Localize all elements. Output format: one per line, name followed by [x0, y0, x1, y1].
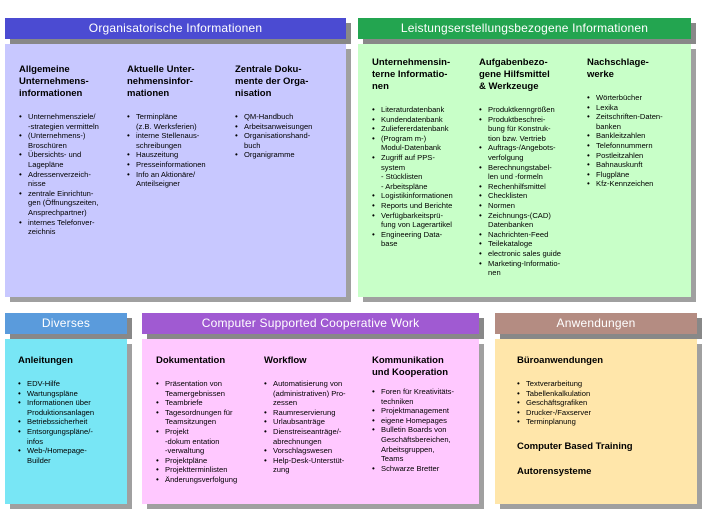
list-item: • Raumreservierung — [264, 408, 368, 418]
cbt-label: Computer Based Training — [517, 440, 633, 452]
column-heading: Anleitungen — [18, 355, 73, 366]
list-item: • Betriebssicherheit — [18, 417, 124, 427]
list-item: • Bahnauskunft — [587, 160, 689, 170]
panel-cscw — [142, 313, 484, 509]
list-item: • Lexika — [587, 103, 689, 113]
list-item: • Präsentation von Teamergebnissen — [156, 379, 260, 398]
list-item: • Zuliefererdatenbank — [372, 124, 472, 134]
list-item: • Presseinformationen — [127, 160, 227, 170]
list-item: • Tagesordnungen für Teamsitzungen — [156, 408, 260, 427]
list-item: • Berechnungstabel- len und -formeln — [479, 163, 583, 182]
list-item: • Organisationshand- buch — [235, 131, 339, 150]
list-item: • Foren für Kreativitäts- techniken — [372, 387, 476, 406]
list-item: • Terminpläne (z.B. Werksferien) — [127, 112, 227, 131]
list-item: • Produktbeschrei- bung für Konstruk- tion bzw. Vertrieb — [479, 115, 583, 144]
item-list — [587, 93, 689, 189]
item-list — [127, 112, 227, 189]
list-item: • Textverarbeitung — [517, 379, 693, 389]
list-item: • Unternehmensziele/ -strategien vermitteln — [19, 112, 119, 131]
item-list — [264, 379, 368, 475]
list-item: • Help-Desk-Unterstüt- zung — [264, 456, 368, 475]
list-item: • Zugriff auf PPS- system - Stücklisten - Arbeitspläne — [372, 153, 472, 191]
panel-organisational — [5, 18, 346, 302]
list-item: • Zeitschriften-Daten- banken — [587, 112, 689, 131]
column-heading: Nachschlage- werke — [587, 57, 649, 80]
item-list — [19, 112, 119, 237]
list-item: • Drucker-/Faxserver — [517, 408, 693, 418]
column-communication — [372, 355, 476, 473]
list-item: • Arbeitsanweisungen — [235, 122, 339, 132]
list-item: • internes Telefonver- zeichnis — [19, 218, 119, 237]
list-item: • Auftrags-/Angebots- verfolgung — [479, 143, 583, 162]
panel-header: Diverses — [5, 313, 127, 334]
list-item: • electronic sales guide — [479, 249, 583, 259]
panel-misc — [5, 313, 132, 509]
item-list — [517, 379, 693, 427]
list-item: • Teambriefe — [156, 398, 260, 408]
list-item: • Organigramme — [235, 150, 339, 160]
panel-performance — [358, 18, 696, 302]
list-item: • Marketing-Informatio- nen — [479, 259, 583, 278]
list-item: • Flugpläne — [587, 170, 689, 180]
column-heading: Kommunikation und Kooperation — [372, 355, 448, 378]
column-documentation — [156, 355, 260, 485]
list-item: • Logistikinformationen — [372, 191, 472, 201]
list-item: • Produktkenngrößen — [479, 105, 583, 115]
column-heading: Allgemeine Unternehmens- informationen — [19, 64, 89, 99]
column-reference-works — [587, 57, 689, 189]
list-item: • Telefonnummern — [587, 141, 689, 151]
list-item: • Checklisten — [479, 191, 583, 201]
panel-header: Leistungserstellungsbezogene Informationen — [358, 18, 691, 39]
list-item: • Teilekataloge — [479, 239, 583, 249]
list-item: • Wartungspläne — [18, 389, 124, 399]
list-item: • Geschäftsgrafiken — [517, 398, 693, 408]
list-item: • Projekt -dokum entation -verwaltung — [156, 427, 260, 456]
list-item: • Änderungsverfolgung — [156, 475, 260, 485]
item-list — [156, 379, 260, 485]
list-item: • Projektterminlisten — [156, 465, 260, 475]
panel-body — [495, 339, 697, 504]
list-item: • Literaturdatenbank — [372, 105, 472, 115]
list-item: • Informationen über Produktionsanlagen — [18, 398, 124, 417]
panel-body — [5, 44, 346, 297]
column-central-docs — [235, 64, 339, 160]
list-item: • zentrale Einrichtun- gen (Öffnungszeiten, Ansprechpartner) — [19, 189, 119, 218]
list-item: • Engineering Data- base — [372, 230, 472, 249]
list-item: • Web-/Homepage- Builder — [18, 446, 124, 465]
list-item: • interne Stellenaus- schreibungen — [127, 131, 227, 150]
column-instructions — [18, 355, 124, 465]
column-heading: Dokumentation — [156, 355, 226, 366]
list-item: • Urlaubsanträge — [264, 417, 368, 427]
list-item: • Adressenverzeich- nisse — [19, 170, 119, 189]
column-heading: Unternehmensin- terne Informatio- nen — [372, 57, 451, 92]
list-item: • Schwarze Bretter — [372, 464, 476, 474]
panel-header: Computer Supported Cooperative Work — [142, 313, 479, 334]
panel-body — [142, 339, 479, 504]
column-current-info — [127, 64, 227, 189]
panel-header: Anwendungen — [495, 313, 697, 334]
column-internal-info — [372, 57, 472, 249]
list-item: • Bankleitzahlen — [587, 131, 689, 141]
panel-body — [358, 44, 691, 297]
item-list — [235, 112, 339, 160]
list-item: • Kundendatenbank — [372, 115, 472, 125]
list-item: • Bulletin Boards von Geschäftsbereichen, Arbeitsgruppen, Teams — [372, 425, 476, 463]
list-item: • Entsorgungspläne/- infos — [18, 427, 124, 446]
item-list — [18, 379, 124, 465]
column-office-apps — [517, 355, 693, 477]
list-item: • eigene Homepages — [372, 416, 476, 426]
list-item: • Übersichts- und Lagepläne — [19, 150, 119, 169]
list-item: • Nachrichten-Feed — [479, 230, 583, 240]
panel-header: Organisatorische Informationen — [5, 18, 346, 39]
list-item: • Info an Aktionäre/ Anteilseigner — [127, 170, 227, 189]
column-heading: Aktuelle Unter- nehmensinfor- mationen — [127, 64, 195, 99]
list-item: • Verfügbarkeitsprü- fung von Lagerartikel — [372, 211, 472, 230]
list-item: • QM-Handbuch — [235, 112, 339, 122]
authoring-label: Autorensysteme — [517, 465, 592, 477]
list-item: • Zeichnungs-(CAD) Datenbanken — [479, 211, 583, 230]
list-item: • Reports und Berichte — [372, 201, 472, 211]
list-item: • Postleitzahlen — [587, 151, 689, 161]
list-item: • EDV-Hilfe — [18, 379, 124, 389]
column-heading: Büroanwendungen — [517, 355, 604, 366]
list-item: • Wörterbücher — [587, 93, 689, 103]
panel-body — [5, 339, 127, 504]
column-heading: Zentrale Doku- mente der Orga- nisation — [235, 64, 309, 99]
item-list — [479, 105, 583, 278]
list-item: • Projektpläne — [156, 456, 260, 466]
list-item: • Terminplanung — [517, 417, 693, 427]
list-item: • Tabellenkalkulation — [517, 389, 693, 399]
column-general-info — [19, 64, 119, 237]
list-item: • Rechenhilfsmittel — [479, 182, 583, 192]
column-workflow — [264, 355, 368, 475]
list-item: • Dienstreiseanträge/- abrechnungen — [264, 427, 368, 446]
panel-applications — [495, 313, 702, 509]
list-item: • Vorschlagswesen — [264, 446, 368, 456]
column-heading: Aufgabenbezo- gene Hilfsmittel & Werkzeuge — [479, 57, 550, 92]
item-list — [372, 387, 476, 473]
list-item: • Projektmanagement — [372, 406, 476, 416]
item-list — [372, 105, 472, 249]
list-item: • (Unternehmens-) Broschüren — [19, 131, 119, 150]
list-item: • Automatisierung von (administrativen) Pro- zessen — [264, 379, 368, 408]
column-heading: Workflow — [264, 355, 307, 366]
list-item: • (Program m-) Modul-Datenbank — [372, 134, 472, 153]
list-item: • Normen — [479, 201, 583, 211]
list-item: • Hauszeitung — [127, 150, 227, 160]
column-task-tools — [479, 57, 583, 278]
list-item: • Kfz-Kennzeichen — [587, 179, 689, 189]
